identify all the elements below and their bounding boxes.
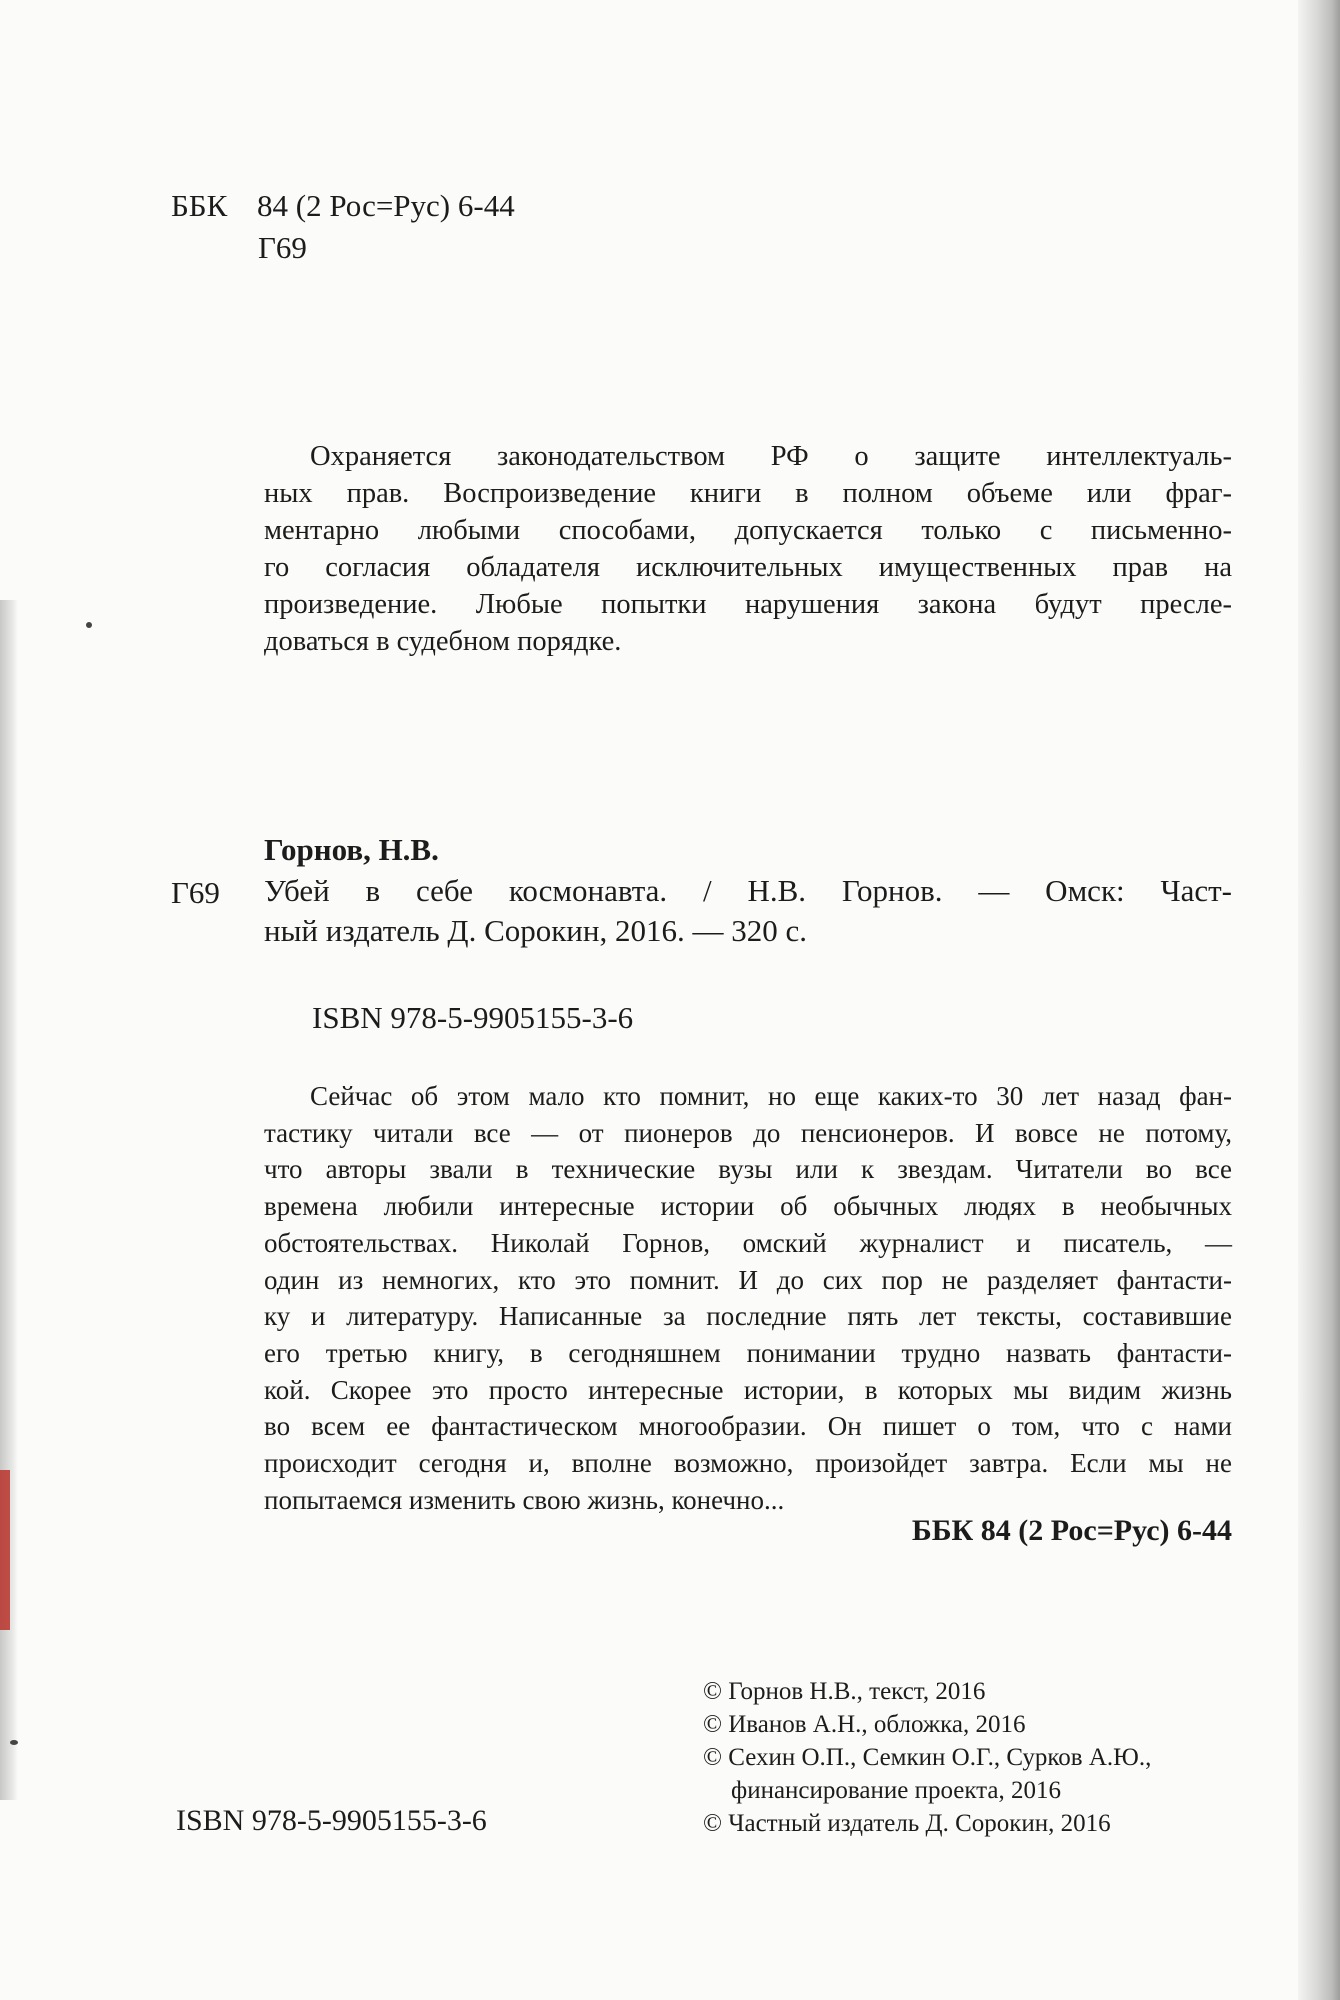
annotation-line: один из немногих, кто это помнит. И до сих пор не разделяет фантасти- — [264, 1264, 1232, 1295]
copyright-notice-line: ментарно любыми способами, допускается только с письменно- — [264, 515, 1232, 546]
copyright-list — [703, 1675, 1151, 1840]
copyright-notice-line: доваться в судебном порядке. — [264, 626, 622, 657]
copyright-notice-line: Охраняется законодательством РФ о защите интеллектуаль- — [310, 441, 1232, 472]
book-annotation — [264, 1078, 1232, 1518]
copyright-notice — [264, 438, 1232, 660]
author-index: Г69 — [258, 230, 307, 265]
copyright-line: © Иванов А.Н., обложка, 2016 — [703, 1711, 1026, 1738]
annotation-line: его третью книгу, в сегодняшнем понимании трудно назвать фантасти- — [264, 1337, 1232, 1368]
page-edge-shadow — [1298, 0, 1340, 2000]
copyright-line: © Горнов Н.В., текст, 2016 — [703, 1678, 986, 1705]
copyright-notice-line: ных прав. Воспроизведение книги в полном объеме или фраг- — [264, 478, 1232, 509]
copyright-line: © Сехин О.П., Семкин О.Г., Сурков А.Ю., — [703, 1744, 1152, 1771]
catalog-author: Горнов, Н.В. — [264, 832, 439, 867]
annotation-line: во всем ее фантастическом многообразии. Он пишет о том, что с нами — [264, 1411, 1232, 1442]
annotation-line: обстоятельствах. Николай Горнов, омский журналист и писатель, — — [264, 1227, 1232, 1258]
annotation-line: ку и литературу. Написанные за последние пять лет тексты, составившие — [264, 1301, 1232, 1332]
bbk-header — [171, 190, 515, 221]
annotation-line: происходит сегодня и, вполне возможно, произойдет завтра. Если мы не — [264, 1448, 1232, 1479]
bibliographic-description — [264, 871, 1232, 951]
copyright-notice-line: го согласия обладателя исключительных имущественных прав на — [264, 552, 1232, 583]
scan-speck — [10, 1740, 18, 1745]
annotation-line: кой. Скорее это просто интересные истории, в которых мы видим жизнь — [264, 1374, 1232, 1405]
scan-speck — [86, 622, 92, 628]
copyright-notice-line: произведение. Любые попытки нарушения закона будут пресле- — [264, 589, 1232, 620]
catalog-isbn: ISBN 978-5-9905155-3-6 — [312, 1000, 634, 1035]
bbk-footer: ББК 84 (2 Рос=Рус) 6-44 — [911, 1514, 1232, 1547]
annotation-line: тастику читали все — от пионеров до пенсионеров. И вовсе не потому, — [264, 1117, 1232, 1148]
catalog-index: Г69 — [171, 875, 220, 910]
annotation-line: времена любили интересные истории об обычных людях в необычных — [264, 1191, 1232, 1222]
bbk-code: 84 (2 Рос=Рус) 6-44 — [257, 188, 515, 223]
copyright-line: финансирование проекта, 2016 — [731, 1777, 1062, 1804]
annotation-line: попытаемся изменить свою жизнь, конечно... — [264, 1484, 785, 1515]
cover-edge-red — [0, 1470, 10, 1630]
bbk-label: ББК — [171, 188, 228, 223]
isbn-footer: ISBN 978-5-9905155-3-6 — [176, 1804, 487, 1837]
bibliographic-line: Убей в себе космонавта. / Н.В. Горнов. — Омск: Част- — [264, 873, 1232, 908]
copyright-line: © Частный издатель Д. Сорокин, 2016 — [703, 1810, 1111, 1837]
annotation-line: что авторы звали в технические вузы или к звездам. Читатели во все — [264, 1154, 1232, 1185]
annotation-line: Сейчас об этом мало кто помнит, но еще каких-то 30 лет назад фан- — [310, 1081, 1232, 1111]
bibliographic-line: ный издатель Д. Сорокин, 2016. — 320 с. — [264, 913, 807, 948]
